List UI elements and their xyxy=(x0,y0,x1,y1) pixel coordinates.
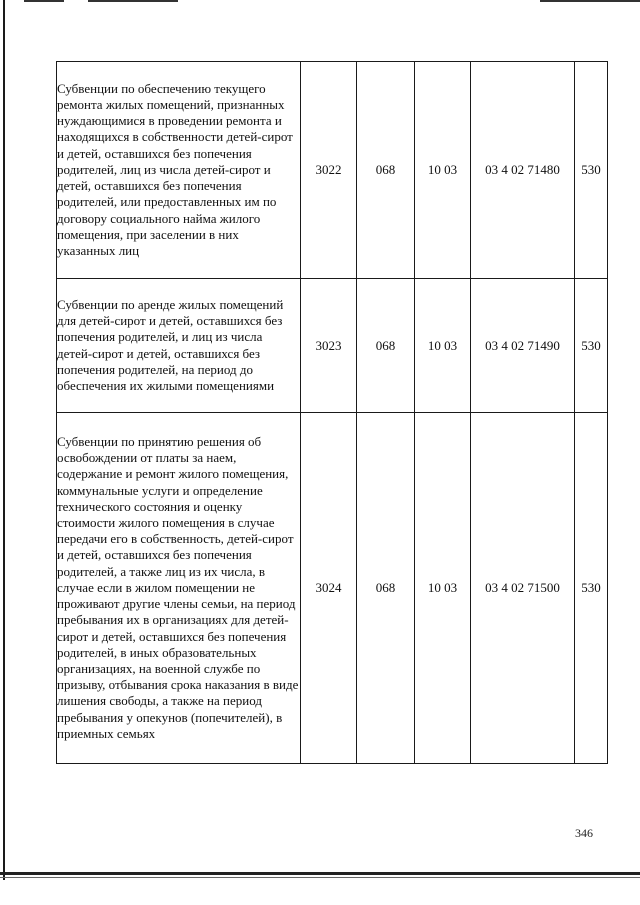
row-ministry-code: 068 xyxy=(357,413,415,764)
row-description: Субвенции по принятию решения об освобождении от платы за наем, содержание и ремонт жилого помещения, коммунальные услуги и определение технического состояния и оценку стоимости жилого помещения в случае передачи его в собственность, детей-сирот и детей, оставшихся без попечения родителей, а также лиц из их числа, в случае если в жилом помещении не проживают другие члены семьи, на период пребывания их в организациях для детей-сирот и детей, оставшихся без попечения родителей, в иных образовательных организациях, на военной службе по призыву, отбывания срока наказания в виде лишения свободы, а также на период пребывания у опекунов (попечителей), в приемных семьях xyxy=(57,413,301,764)
scan-top-artifact xyxy=(0,0,640,4)
row-description: Субвенции по аренде жилых помещений для детей-сирот и детей, оставшихся без попечения родителей, и лиц из числа детей-сирот и детей, оставшихся без попечения родителей, на период до обеспечения их жилыми помещениями xyxy=(57,279,301,413)
row-target-code: 03 4 02 71480 xyxy=(471,62,575,279)
row-kind-code: 530 xyxy=(575,413,608,764)
page-left-edge xyxy=(3,0,5,880)
row-section-code: 10 03 xyxy=(415,62,471,279)
scan-line-segment xyxy=(540,0,640,2)
row-code: 3023 xyxy=(301,279,357,413)
row-target-code: 03 4 02 71500 xyxy=(471,413,575,764)
row-description: Субвенции по обеспечению текущего ремонта жилых помещений, признанных нуждающимися в проведении ремонта и находящихся в собственности детей-сирот и детей, оставшихся без попечения родителей, лиц из числа детей-сирот и детей, оставшихся без попечения родителей, или предоставленных им по договору социального найма жилого помещения, при заселении в них указанных лиц xyxy=(57,62,301,279)
page-bottom-edge-shadow xyxy=(0,877,640,878)
row-ministry-code: 068 xyxy=(357,62,415,279)
row-section-code: 10 03 xyxy=(415,413,471,764)
row-kind-code: 530 xyxy=(575,62,608,279)
row-ministry-code: 068 xyxy=(357,279,415,413)
row-code: 3024 xyxy=(301,413,357,764)
budget-codes-table xyxy=(56,61,608,764)
page-bottom-edge xyxy=(0,872,640,875)
table-row xyxy=(57,279,608,413)
row-target-code: 03 4 02 71490 xyxy=(471,279,575,413)
row-section-code: 10 03 xyxy=(415,279,471,413)
table-row xyxy=(57,62,608,279)
scan-line-segment xyxy=(88,0,178,2)
row-kind-code: 530 xyxy=(575,279,608,413)
row-code: 3022 xyxy=(301,62,357,279)
page-number: 346 xyxy=(575,826,593,840)
scan-line-segment xyxy=(24,0,64,2)
table-row xyxy=(57,413,608,764)
